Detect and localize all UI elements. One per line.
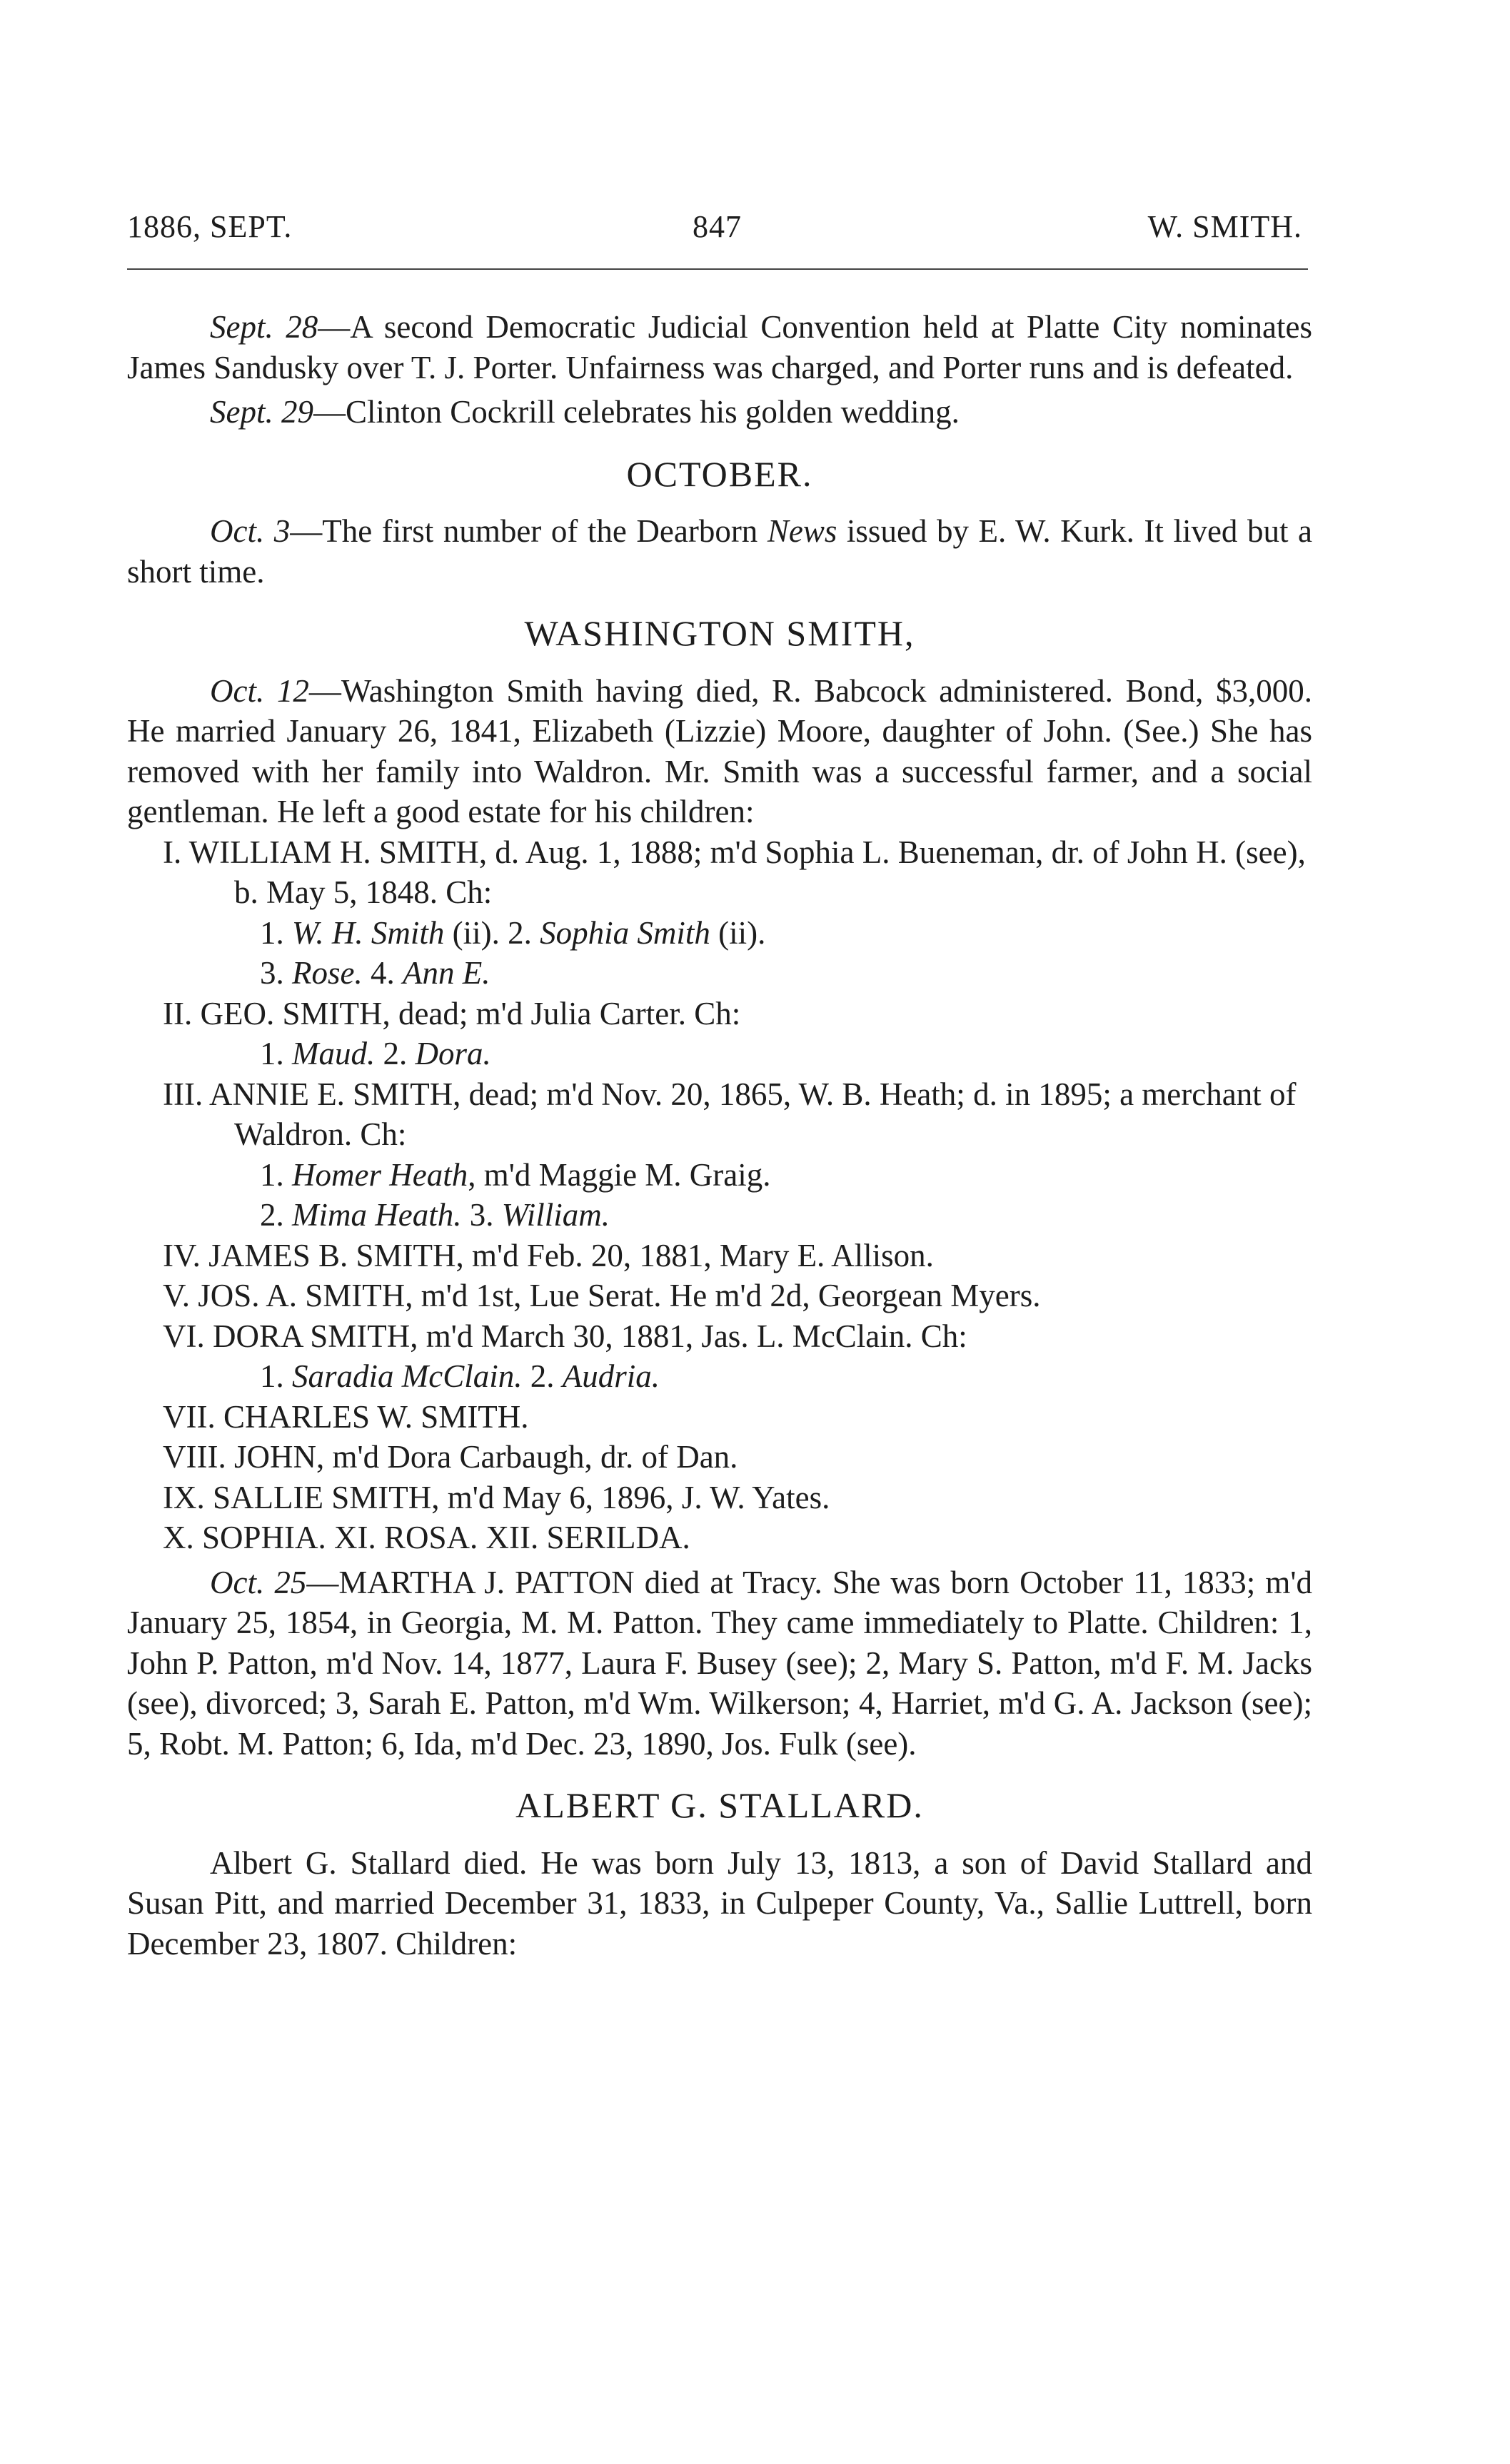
grandchild-name: Ann E. <box>402 955 490 991</box>
list-number: 3. <box>260 955 292 991</box>
entry-date: Sept. 28 <box>210 309 318 345</box>
entry-text: issued by E. W. Kurk. It lived but a short time. <box>127 513 1312 590</box>
grandchild-name: Sophia Smith <box>540 914 710 951</box>
entry-text: —Washington Smith having died, R. Babcock administered. Bond, $3,000. He married January 26, 1841, Elizabeth (Lizzie) Moore, daughter of John. (See.) She has removed with her family into Waldron. Mr. Smith was a successful farmer, and a social gentleman. He left a good estate for his children: <box>127 672 1312 829</box>
grandchild-name: Dora. <box>415 1036 491 1071</box>
child-entry-4: IV. JAMES B. SMITH, m'd Feb. 20, 1881, Mary E. Allison. <box>163 1237 934 1273</box>
grandchild-name: William. <box>501 1197 610 1233</box>
child-entry-8: VIII. JOHN, m'd Dora Carbaugh, dr. of Dan. <box>163 1439 738 1475</box>
entry-oct-12 <box>127 671 1312 832</box>
entry-oct-3 <box>127 511 1312 592</box>
grandchild-note: (ii). <box>444 914 508 951</box>
list-number: 1. <box>260 914 292 951</box>
page-body <box>127 307 1312 1964</box>
running-header <box>127 208 1302 251</box>
newspaper-name: News <box>767 513 837 549</box>
grandchildren-3b <box>127 1195 1312 1236</box>
child-entry-3: III. ANNIE E. SMITH, dead; m'd Nov. 20, 1865, W. B. Heath; d. in 1895; a merchant of Waldron. Ch: <box>163 1076 1297 1152</box>
grandchild-name: Mima Heath. <box>292 1197 462 1233</box>
header-rule <box>127 268 1308 270</box>
list-number: 2. <box>375 1036 416 1071</box>
grandchild-name: Rose. <box>292 955 363 991</box>
grandchild-name: Maud. <box>292 1036 376 1071</box>
list-number: 1. <box>260 1358 292 1394</box>
entry-oct-25 <box>127 1562 1312 1764</box>
grandchildren-3 <box>127 1155 1312 1196</box>
list-number: 1. <box>260 1036 292 1071</box>
grandchild-name: Homer Heath <box>292 1156 468 1193</box>
entry-text: —MARTHA J. PATTON died at Tracy. She was born October 11, 1833; m'd January 25, 1854, in Georgia, M. M. Patton. They came immediately to Platte. Children: 1, John P. Patton, m'd Nov. 14, 1877, Laura F. Busey (see); 2, Mary S. Patton, m'd F. M. Jacks (see), divorced; 3, Sarah E. Patton, m'd Wm. Wilkerson; 4, Harriet, m'd G. A. Jackson (see); 5, Robt. M. Patton; 6, Ida, m'd Dec. 23, 1890, Jos. Fulk (see). <box>127 1564 1312 1762</box>
grandchildren-2 <box>127 1034 1312 1074</box>
list-number: 2. <box>522 1358 563 1394</box>
grandchildren-6 <box>127 1356 1312 1397</box>
section-heading-october: OCTOBER. <box>626 453 813 494</box>
entry-text: —Clinton Cockrill celebrates his golden wedding. <box>313 394 960 430</box>
grandchild-note: (ii). <box>710 914 766 951</box>
entry-sept-28 <box>127 307 1312 388</box>
entry-date: Oct. 3 <box>210 513 291 549</box>
child-entry-7: VII. CHARLES W. SMITH. <box>163 1398 529 1435</box>
entry-stallard: Albert G. Stallard died. He was born July 13, 1813, a son of David Stallard and Susan Pitt, and married December 31, 1833, in Culpeper County, Va., Sallie Luttrell, born December 23, 1807. Children: <box>127 1844 1312 1961</box>
header-date: 1886, SEPT. <box>127 209 293 244</box>
child-entry-9: IX. SALLIE SMITH, m'd May 6, 1896, J. W. Yates. <box>163 1479 830 1515</box>
entry-date: Oct. 25 <box>210 1564 307 1600</box>
page-number: 847 <box>693 209 742 244</box>
child-entry-6: VI. DORA SMITH, m'd March 30, 1881, Jas. L. McClain. Ch: <box>163 1318 967 1354</box>
entry-date: Sept. 29 <box>210 394 313 430</box>
list-number: 2. <box>508 914 540 951</box>
child-entry-1: I. WILLIAM H. SMITH, d. Aug. 1, 1888; m'd Sophia L. Bueneman, dr. of John H. (see), b. May 5, 1848. Ch: <box>163 834 1306 910</box>
grandchild-name: W. H. Smith <box>292 914 445 951</box>
list-number: 1. <box>260 1156 292 1193</box>
list-number: 2. <box>260 1197 292 1233</box>
section-heading-washington-smith: WASHINGTON SMITH, <box>524 613 915 653</box>
grandchild-name: Audria. <box>562 1358 660 1394</box>
header-surname: W. SMITH. <box>1147 209 1302 244</box>
entry-text: —The first number of the Dearborn <box>290 513 767 549</box>
section-heading-stallard: ALBERT G. STALLARD. <box>515 1785 924 1825</box>
child-entry-5: V. JOS. A. SMITH, m'd 1st, Lue Serat. He m'd 2d, Georgean Myers. <box>163 1278 1041 1313</box>
grandchildren-1b <box>127 953 1312 994</box>
list-number: 4. <box>362 955 403 991</box>
entry-text: —A second Democratic Judicial Convention held at Platte City nominates James Sandusky over T. J. Porter. Unfairness was charged, and Porter runs and is defeated. <box>127 309 1312 385</box>
grandchild-note: , m'd Maggie M. Graig. <box>468 1156 771 1193</box>
grandchildren-1 <box>127 913 1312 954</box>
list-number: 3. <box>461 1197 502 1233</box>
entry-date: Oct. 12 <box>210 672 309 709</box>
entry-sept-29 <box>127 392 1312 433</box>
grandchild-name: Saradia McClain. <box>292 1358 523 1394</box>
child-entry-2: II. GEO. SMITH, dead; m'd Julia Carter. Ch: <box>163 995 741 1031</box>
child-entry-10: X. SOPHIA. XI. ROSA. XII. SERILDA. <box>163 1520 690 1555</box>
